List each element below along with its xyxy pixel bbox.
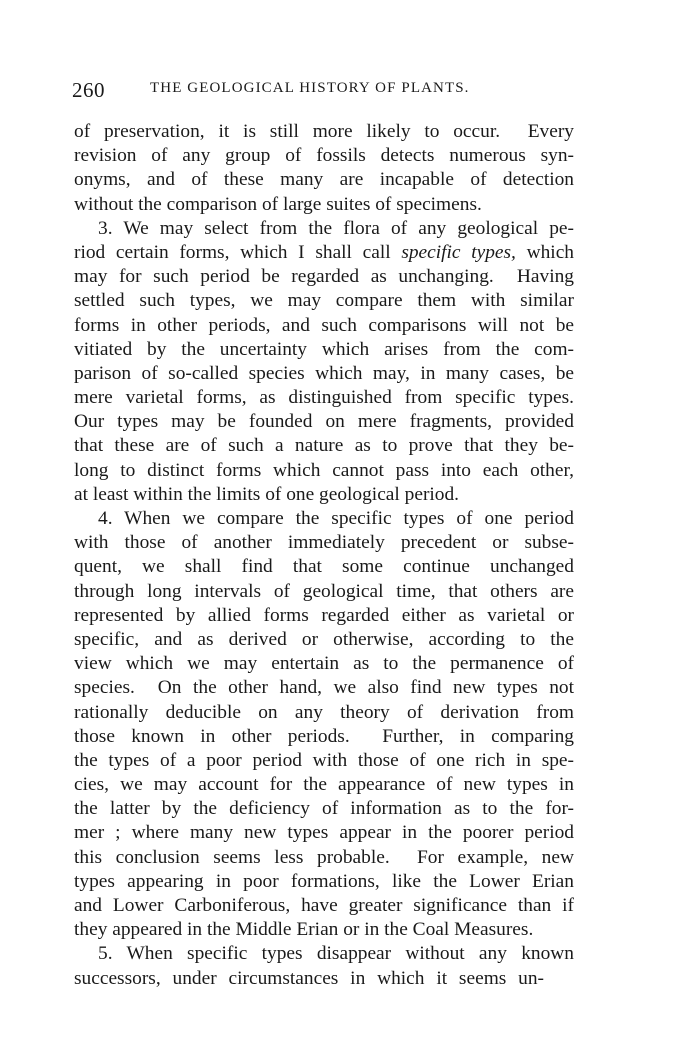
text-line: long to distinct forms which cannot pass into each other,	[74, 459, 574, 481]
text-line: they appeared in the Middle Erian or in the Coal Measures.	[74, 919, 534, 941]
text-line: without the comparison of large suites of specimens.	[74, 193, 482, 215]
text-line: the types of a poor period with those of one rich in spe-	[74, 749, 574, 771]
text-line: that these are of such a nature as to prove that they be-	[74, 435, 574, 457]
text-line: cies, we may account for the appearance of new types in	[74, 774, 574, 796]
text-line: mer ; where many new types appear in the poorer period	[74, 822, 574, 844]
text-line: 4. When we compare the specific types of one period	[98, 508, 574, 529]
text-segment: riod certain forms, which I shall call	[74, 241, 402, 263]
text-line: species. On the other hand, we also find new types not	[74, 677, 574, 699]
text-line: types appearing in poor formations, like the Lower Erian	[74, 870, 574, 892]
running-head: THE GEOLOGICAL HISTORY OF PLANTS.	[150, 80, 470, 96]
text-line: at least within the limits of one geological period.	[74, 483, 460, 505]
text-line: with those of another immediately precedent or subse-	[74, 532, 574, 554]
text-line: 3. We may select from the flora of any geological pe-	[98, 217, 574, 239]
text-segment: which	[515, 241, 574, 263]
text-line: this conclusion seems less probable. For example, new	[74, 846, 574, 868]
text-line: those known in other periods. Further, in comparing	[74, 725, 574, 747]
text-line: forms in other periods, and such comparisons will not be	[74, 314, 574, 336]
text-line: rationally deducible on any theory of derivation from	[74, 701, 574, 723]
text-line: Our types may be founded on mere fragments, provided	[74, 411, 574, 433]
text-line: the latter by the deficiency of information as to the for-	[74, 798, 574, 820]
text-line: successors, under circumstances in which it seems un-	[74, 967, 544, 989]
text-line: may for such period be regarded as unchanging. Having	[74, 266, 574, 288]
text-line: revision of any group of fossils detects numerous syn-	[74, 145, 574, 167]
text-line: represented by allied forms regarded either as varietal or	[74, 604, 574, 626]
text-line: mere varietal forms, as distinguished from specific types.	[74, 387, 574, 409]
text-line: of preservation, it is still more likely to occur. Every	[74, 121, 574, 142]
text-line: parison of so-called species which may, in many cases, be	[74, 362, 574, 384]
text-line: vitiated by the uncertainty which arises from the com-	[74, 338, 574, 360]
text-line: 5. When specific types disappear without any known	[98, 943, 574, 965]
text-line: quent, we shall find that some continue unchanged	[74, 556, 574, 578]
text-line: through long intervals of geological time, that others are	[74, 580, 574, 602]
page-header	[72, 78, 582, 104]
body-text	[74, 120, 574, 991]
text-line: and Lower Carboniferous, have greater significance than if	[74, 895, 574, 916]
italic-term: specific types,	[401, 241, 516, 263]
text-line: onyms, and of these many are incapable of detection	[74, 169, 574, 191]
text-line	[74, 241, 574, 265]
text-line: settled such types, we may compare them with similar	[74, 290, 574, 312]
text-line: view which we may entertain as to the permanence of	[74, 653, 574, 675]
text-line: specific, and as derived or otherwise, according to the	[74, 628, 574, 650]
page-number: 260	[72, 78, 105, 102]
